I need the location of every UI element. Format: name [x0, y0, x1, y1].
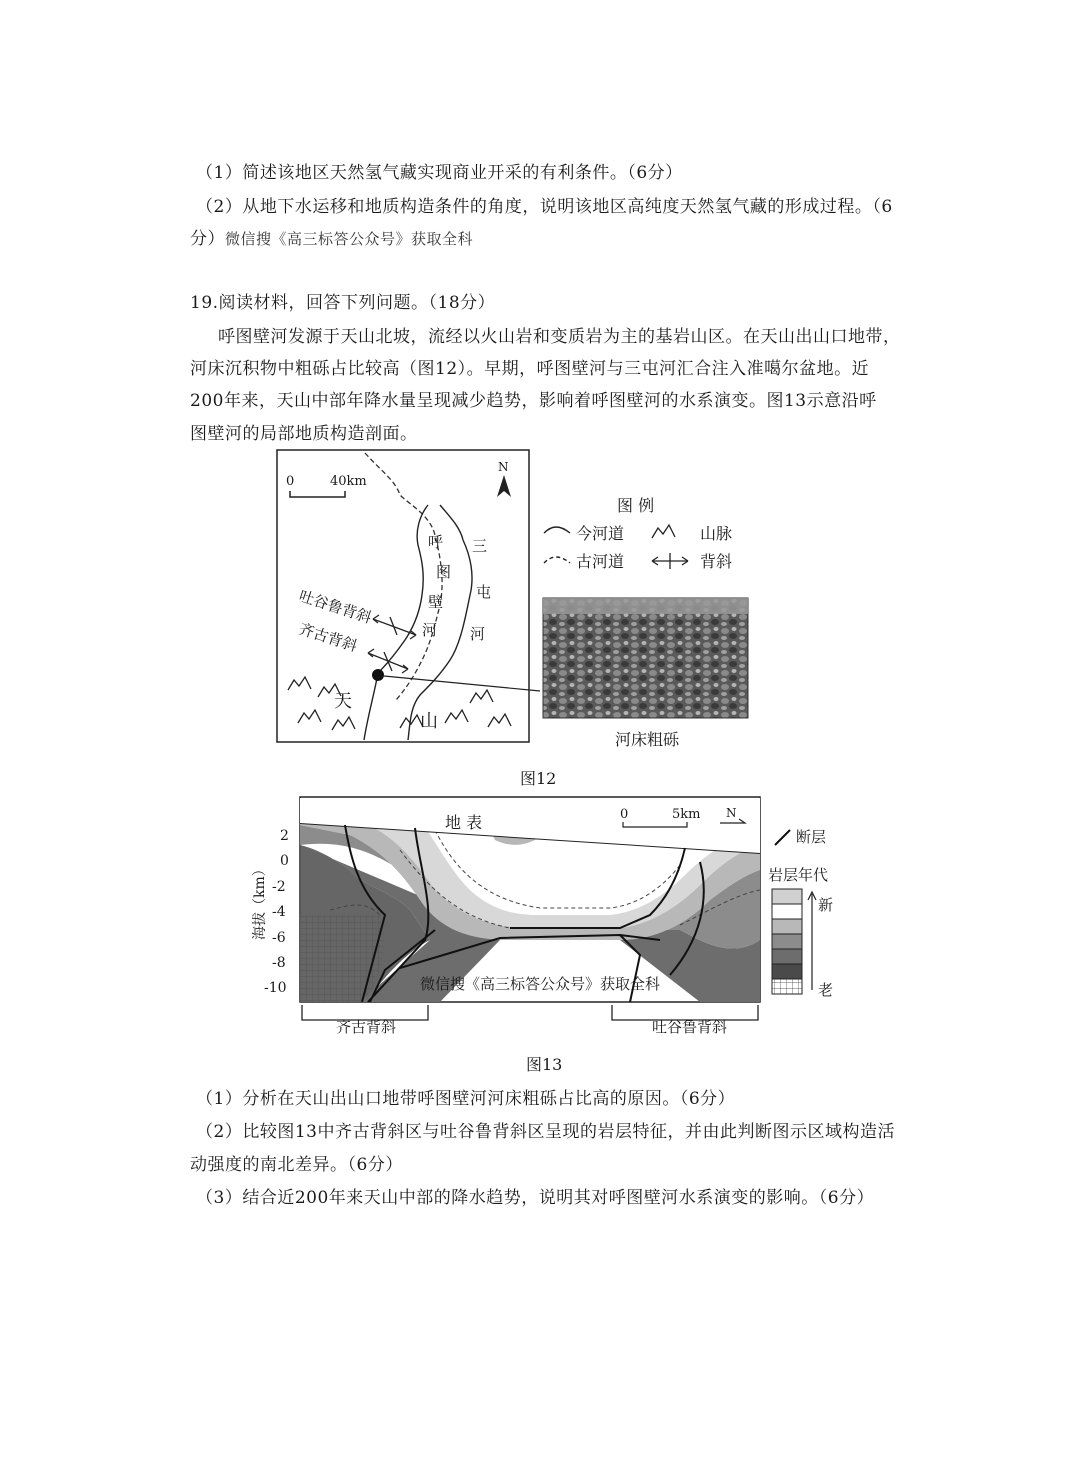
- map-scale-label: 40km: [330, 474, 367, 489]
- legend-ancient-river-icon: [544, 557, 570, 563]
- tuygulu-anticline-label: 吐谷鲁背斜: [296, 586, 374, 627]
- qigu-anticline-symbol: [368, 649, 408, 673]
- legend-age-title: 岩层年代: [768, 866, 829, 884]
- y-tick-0: 0: [280, 853, 289, 869]
- q19-paragraph-line2: 河床沉积物中粗砾占比较高（图12）。早期，呼图壁河与三屯河汇合注入准噶尔盆地。近: [190, 359, 870, 379]
- q18-subquestion-2-line1: （2）从地下水运移和地质构造条件的角度，说明该地区高纯度天然氢气藏的形成过程。（6: [196, 197, 893, 217]
- hutubi-char-1: 呼: [428, 533, 444, 551]
- map-scale-bar: [290, 491, 345, 497]
- legend-current-river-icon: [544, 527, 570, 533]
- river-gravel-photo: [543, 598, 748, 718]
- y-tick-neg8: -8: [272, 955, 286, 971]
- q19-subquestion-2-line1: （2）比较图13中齐古背斜区与吐谷鲁背斜区呈现的岩层特征，并由此判断图示区域构造活: [196, 1122, 895, 1142]
- swatch-darker: [772, 964, 802, 979]
- ground-surface-label: 地 表: [445, 813, 483, 832]
- legend-current-river: 今河道: [576, 524, 625, 543]
- q19-subquestion-1: （1）分析在天山出山口地带呼图壁河河床粗砾占比高的原因。（6分）: [196, 1089, 736, 1109]
- santun-char-2: 屯: [476, 583, 492, 601]
- tianshan-char-1: 天: [334, 691, 352, 712]
- sample-point-marker: [372, 669, 384, 681]
- y-tick-neg4: -4: [272, 904, 286, 920]
- tuygulu-anticline-symbol: [373, 615, 416, 639]
- y-tick-neg10: -10: [264, 980, 287, 996]
- q19-subquestion-2-line2: 动强度的南北差异。（6分）: [190, 1155, 403, 1175]
- swatch-mid-light: [772, 919, 802, 934]
- figure-13: [240, 790, 850, 1050]
- profile-watermark: 微信搜《高三标答公众号》获取全科: [420, 975, 661, 993]
- legend-age-swatches: [772, 889, 802, 994]
- photo-caption: 河床粗砾: [615, 730, 680, 749]
- q18-subquestion-2-end: 分）: [190, 229, 225, 249]
- north-arrow-icon: [497, 475, 511, 497]
- swatch-new: [772, 904, 802, 919]
- legend-ancient-river: 古河道: [576, 552, 625, 571]
- tuygulu-bracket-label: 吐谷鲁背斜: [652, 1018, 728, 1036]
- qigu-anticline-label: 齐古背斜: [296, 619, 360, 656]
- ancient-river-path: [365, 453, 442, 700]
- map-scale-zero: 0: [286, 474, 295, 489]
- figure-12: [270, 445, 770, 785]
- hutubi-char-3: 壁: [428, 593, 444, 611]
- swatch-oldest: [772, 979, 802, 994]
- q19-heading: 19.阅读材料，回答下列问题。（18分）: [190, 293, 496, 313]
- qigu-bracket-label: 齐古背斜: [336, 1018, 397, 1036]
- profile-scale-zero: 0: [620, 807, 629, 822]
- q18-subquestion-2-line2: [190, 224, 473, 249]
- hutubi-char-2: 图: [436, 563, 452, 581]
- y-tick-neg6: -6: [272, 930, 286, 946]
- tianshan-char-2: 山: [420, 711, 438, 732]
- santun-char-1: 三: [472, 537, 488, 555]
- figure-13-caption: 图13: [526, 1055, 563, 1074]
- legend-mountain-icon: [652, 525, 675, 538]
- profile-north-label: N: [726, 806, 737, 820]
- q18-subquestion-1: （1）简述该地区天然氢气藏实现商业开采的有利条件。（6分）: [196, 163, 683, 183]
- legend-title: 图 例: [617, 496, 655, 515]
- watermark-text: 微信搜《高三标答公众号》获取全科: [225, 230, 474, 248]
- q19-paragraph-line4: 图壁河的局部地质构造剖面。: [190, 424, 418, 444]
- swatch-newest: [772, 889, 802, 904]
- swatch-mid: [772, 934, 802, 949]
- swatch-dark: [772, 949, 802, 964]
- photo-grass-strip: [543, 598, 748, 614]
- map-north-label: N: [498, 460, 509, 474]
- photo-pointer-line: [384, 676, 540, 691]
- santun-upper-path: [440, 505, 463, 540]
- q19-subquestion-3: （3）结合近200年来天山中部的降水趋势，说明其对呼图壁河水系演变的影响。（6分）: [196, 1188, 875, 1208]
- hutubi-char-4: 河: [422, 621, 438, 639]
- legend-mountain: 山脉: [700, 524, 733, 543]
- legend-fault-label: 断层: [796, 828, 827, 846]
- hutubi-upper-branch: [364, 673, 378, 740]
- legend-fault-icon: [775, 830, 790, 845]
- legend-new-label: 新: [818, 896, 834, 914]
- y-tick-2: 2: [280, 828, 289, 844]
- legend-old-label: 老: [818, 981, 834, 999]
- q19-paragraph-line1: 呼图壁河发源于天山北坡，流经以火山岩和变质岩为主的基岩山区。在天山出山口地带，: [218, 327, 901, 347]
- y-axis-label: 海拔（km）: [252, 862, 268, 940]
- q19-paragraph-line3: 200年来，天山中部年降水量呈现减少趋势，影响着呼图壁河的水系演变。图13示意沿呼: [190, 391, 877, 411]
- hutubi-river-path: [378, 505, 428, 673]
- legend-anticline: 背斜: [700, 552, 733, 571]
- legend-anticline-icon: [652, 553, 688, 569]
- santun-char-3: 河: [470, 625, 486, 643]
- figure-12-caption: 图12: [520, 769, 557, 788]
- profile-scale-label: 5km: [672, 807, 701, 822]
- y-tick-neg2: -2: [272, 879, 286, 895]
